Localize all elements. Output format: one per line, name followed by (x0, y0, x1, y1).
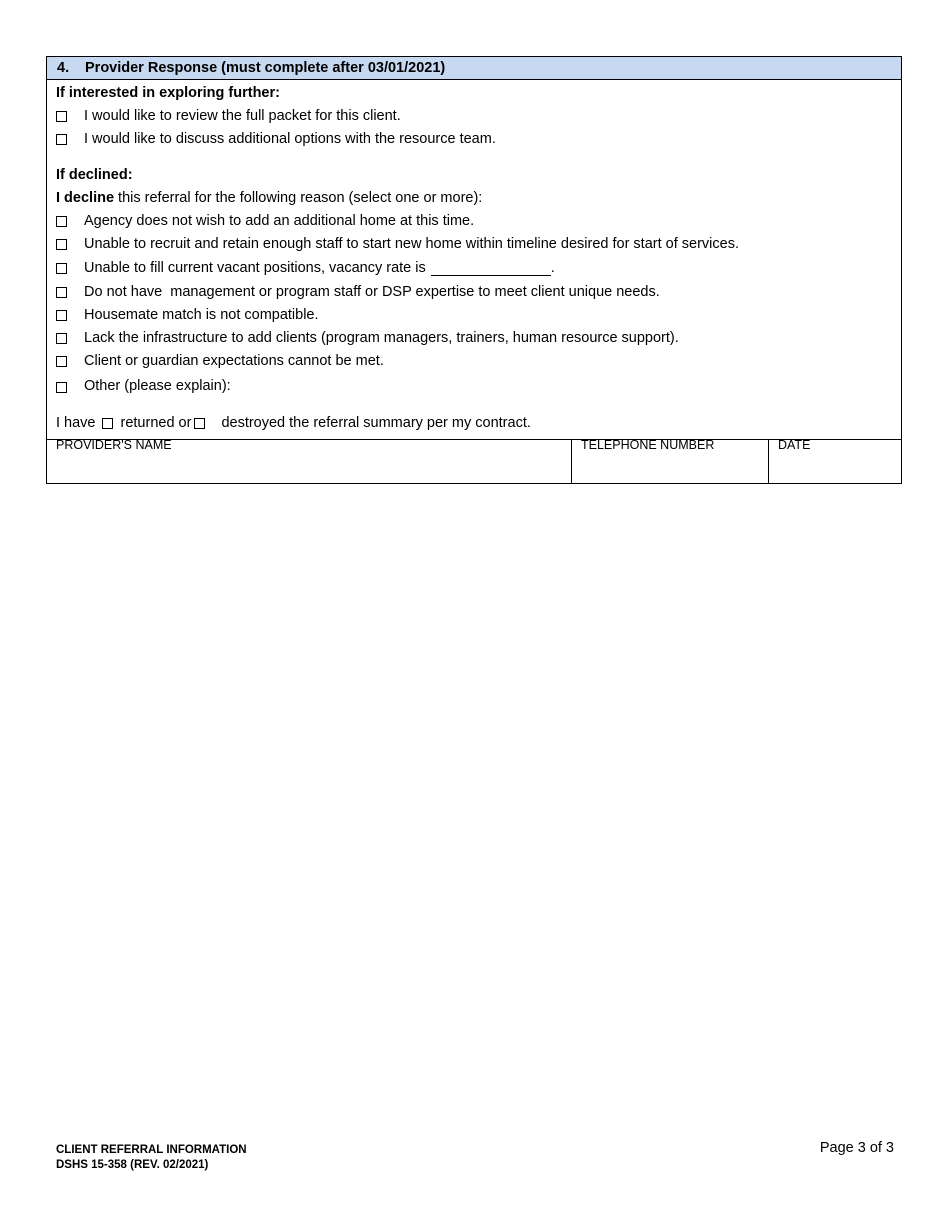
declined-heading: If declined: (56, 167, 133, 184)
telephone-field[interactable] (572, 440, 769, 483)
form-footer (56, 1143, 247, 1173)
option-label: Lack the infrastructure to add clients (program managers, trainers, human resource support). (84, 329, 679, 346)
interested-heading: If interested in exploring further: (56, 85, 280, 102)
option-label: Other (please explain): (84, 378, 231, 395)
checkbox-returned[interactable] (102, 418, 113, 429)
decline-reason-housemate[interactable] (56, 304, 901, 327)
provider-name-label: PROVIDER'S NAME (56, 438, 172, 452)
provider-response-form (46, 56, 902, 484)
option-label: Client or guardian expectations cannot be met. (84, 352, 384, 369)
checkbox-other[interactable] (56, 382, 67, 393)
decline-reason-expectations[interactable] (56, 350, 901, 373)
option-label: Unable to fill current vacant positions, vacancy rate is (84, 259, 426, 276)
checkbox-destroyed[interactable] (194, 418, 205, 429)
decline-reason-expertise[interactable] (56, 281, 901, 304)
option-label: I would like to discuss additional options with the resource team. (84, 130, 496, 147)
option-label: Agency does not wish to add an additional home at this time. (84, 212, 475, 229)
decline-reason-infrastructure[interactable] (56, 327, 901, 350)
summary-disposition (56, 412, 901, 435)
checkbox-discuss-options[interactable] (56, 134, 67, 145)
option-label: Unable to recruit and retain enough staff to start new home within timeline desired for start of services. (84, 235, 739, 252)
checkbox-vacancy[interactable] (56, 263, 67, 274)
checkbox-expectations[interactable] (56, 356, 67, 367)
footer-form-title: CLIENT REFERRAL INFORMATION (56, 1144, 247, 1156)
checkbox-no-home[interactable] (56, 216, 67, 227)
vacancy-suffix: . (550, 259, 555, 276)
decline-intro (56, 187, 901, 210)
decline-reason-no-home[interactable] (56, 210, 901, 233)
form-body (47, 80, 901, 435)
checkbox-expertise[interactable] (56, 287, 67, 298)
date-label: DATE (778, 438, 811, 452)
decline-reason-staff[interactable] (56, 233, 901, 256)
destroyed-label: destroyed the referral summary per my contract. (221, 414, 531, 431)
decline-reason-other[interactable] (56, 373, 901, 401)
date-field[interactable] (769, 440, 901, 483)
footer-form-number: DSHS 15-358 (REV. 02/2021) (56, 1159, 209, 1171)
section-title: Provider Response (must complete after 03/01/2021) (85, 60, 446, 76)
provider-name-field[interactable] (47, 440, 572, 483)
signature-row (47, 439, 901, 483)
checkbox-housemate[interactable] (56, 310, 67, 321)
option-review-packet[interactable] (56, 105, 901, 128)
checkbox-review-packet[interactable] (56, 111, 67, 122)
page-number: Page 3 of 3 (819, 1140, 894, 1156)
checkbox-infrastructure[interactable] (56, 333, 67, 344)
option-discuss-options[interactable] (56, 128, 901, 151)
decline-intro-rest: this referral for the following reason (select one or more): (114, 189, 483, 206)
section-header (47, 57, 901, 80)
option-label: Housemate match is not compatible. (84, 306, 319, 323)
returned-label: returned or (120, 414, 192, 431)
summary-prefix: I have (56, 414, 96, 431)
decline-intro-bold: I decline (56, 189, 115, 206)
decline-reason-vacancy[interactable] (56, 256, 901, 281)
option-label: I would like to review the full packet for this client. (84, 107, 401, 124)
option-label: Do not have management or program staff or DSP expertise to meet client unique needs. (84, 283, 660, 300)
section-number: 4. (57, 60, 70, 76)
checkbox-staff[interactable] (56, 239, 67, 250)
vacancy-rate-field[interactable] (431, 261, 551, 276)
telephone-label: TELEPHONE NUMBER (581, 438, 715, 452)
